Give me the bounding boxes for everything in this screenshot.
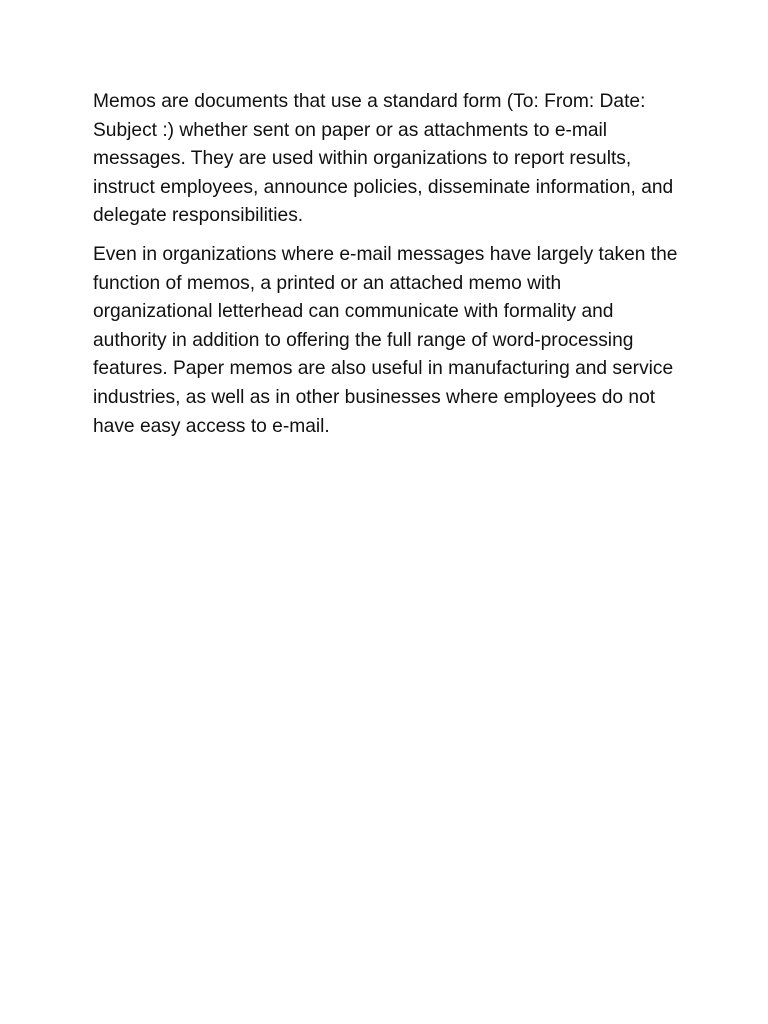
document-body: [93, 88, 678, 451]
paragraph-1: Memos are documents that use a standard form (To: From: Date: Subject :) whether sent on paper or as attachments to e-mail messages. They are used within organizations to report results, instruct employees, announce policies, disseminate information, and delegate responsibilities.: [93, 91, 674, 227]
paragraph-2: Even in organizations where e-mail messages have largely taken the function of memos, a printed or an attached memo with organizational letterhead can communicate with formality and authority in addition to offering the full range of word-processing features. Paper memos are also useful in manufacturing and service industries, as well as in other businesses where employees do not have easy access to e-mail.: [93, 243, 678, 437]
